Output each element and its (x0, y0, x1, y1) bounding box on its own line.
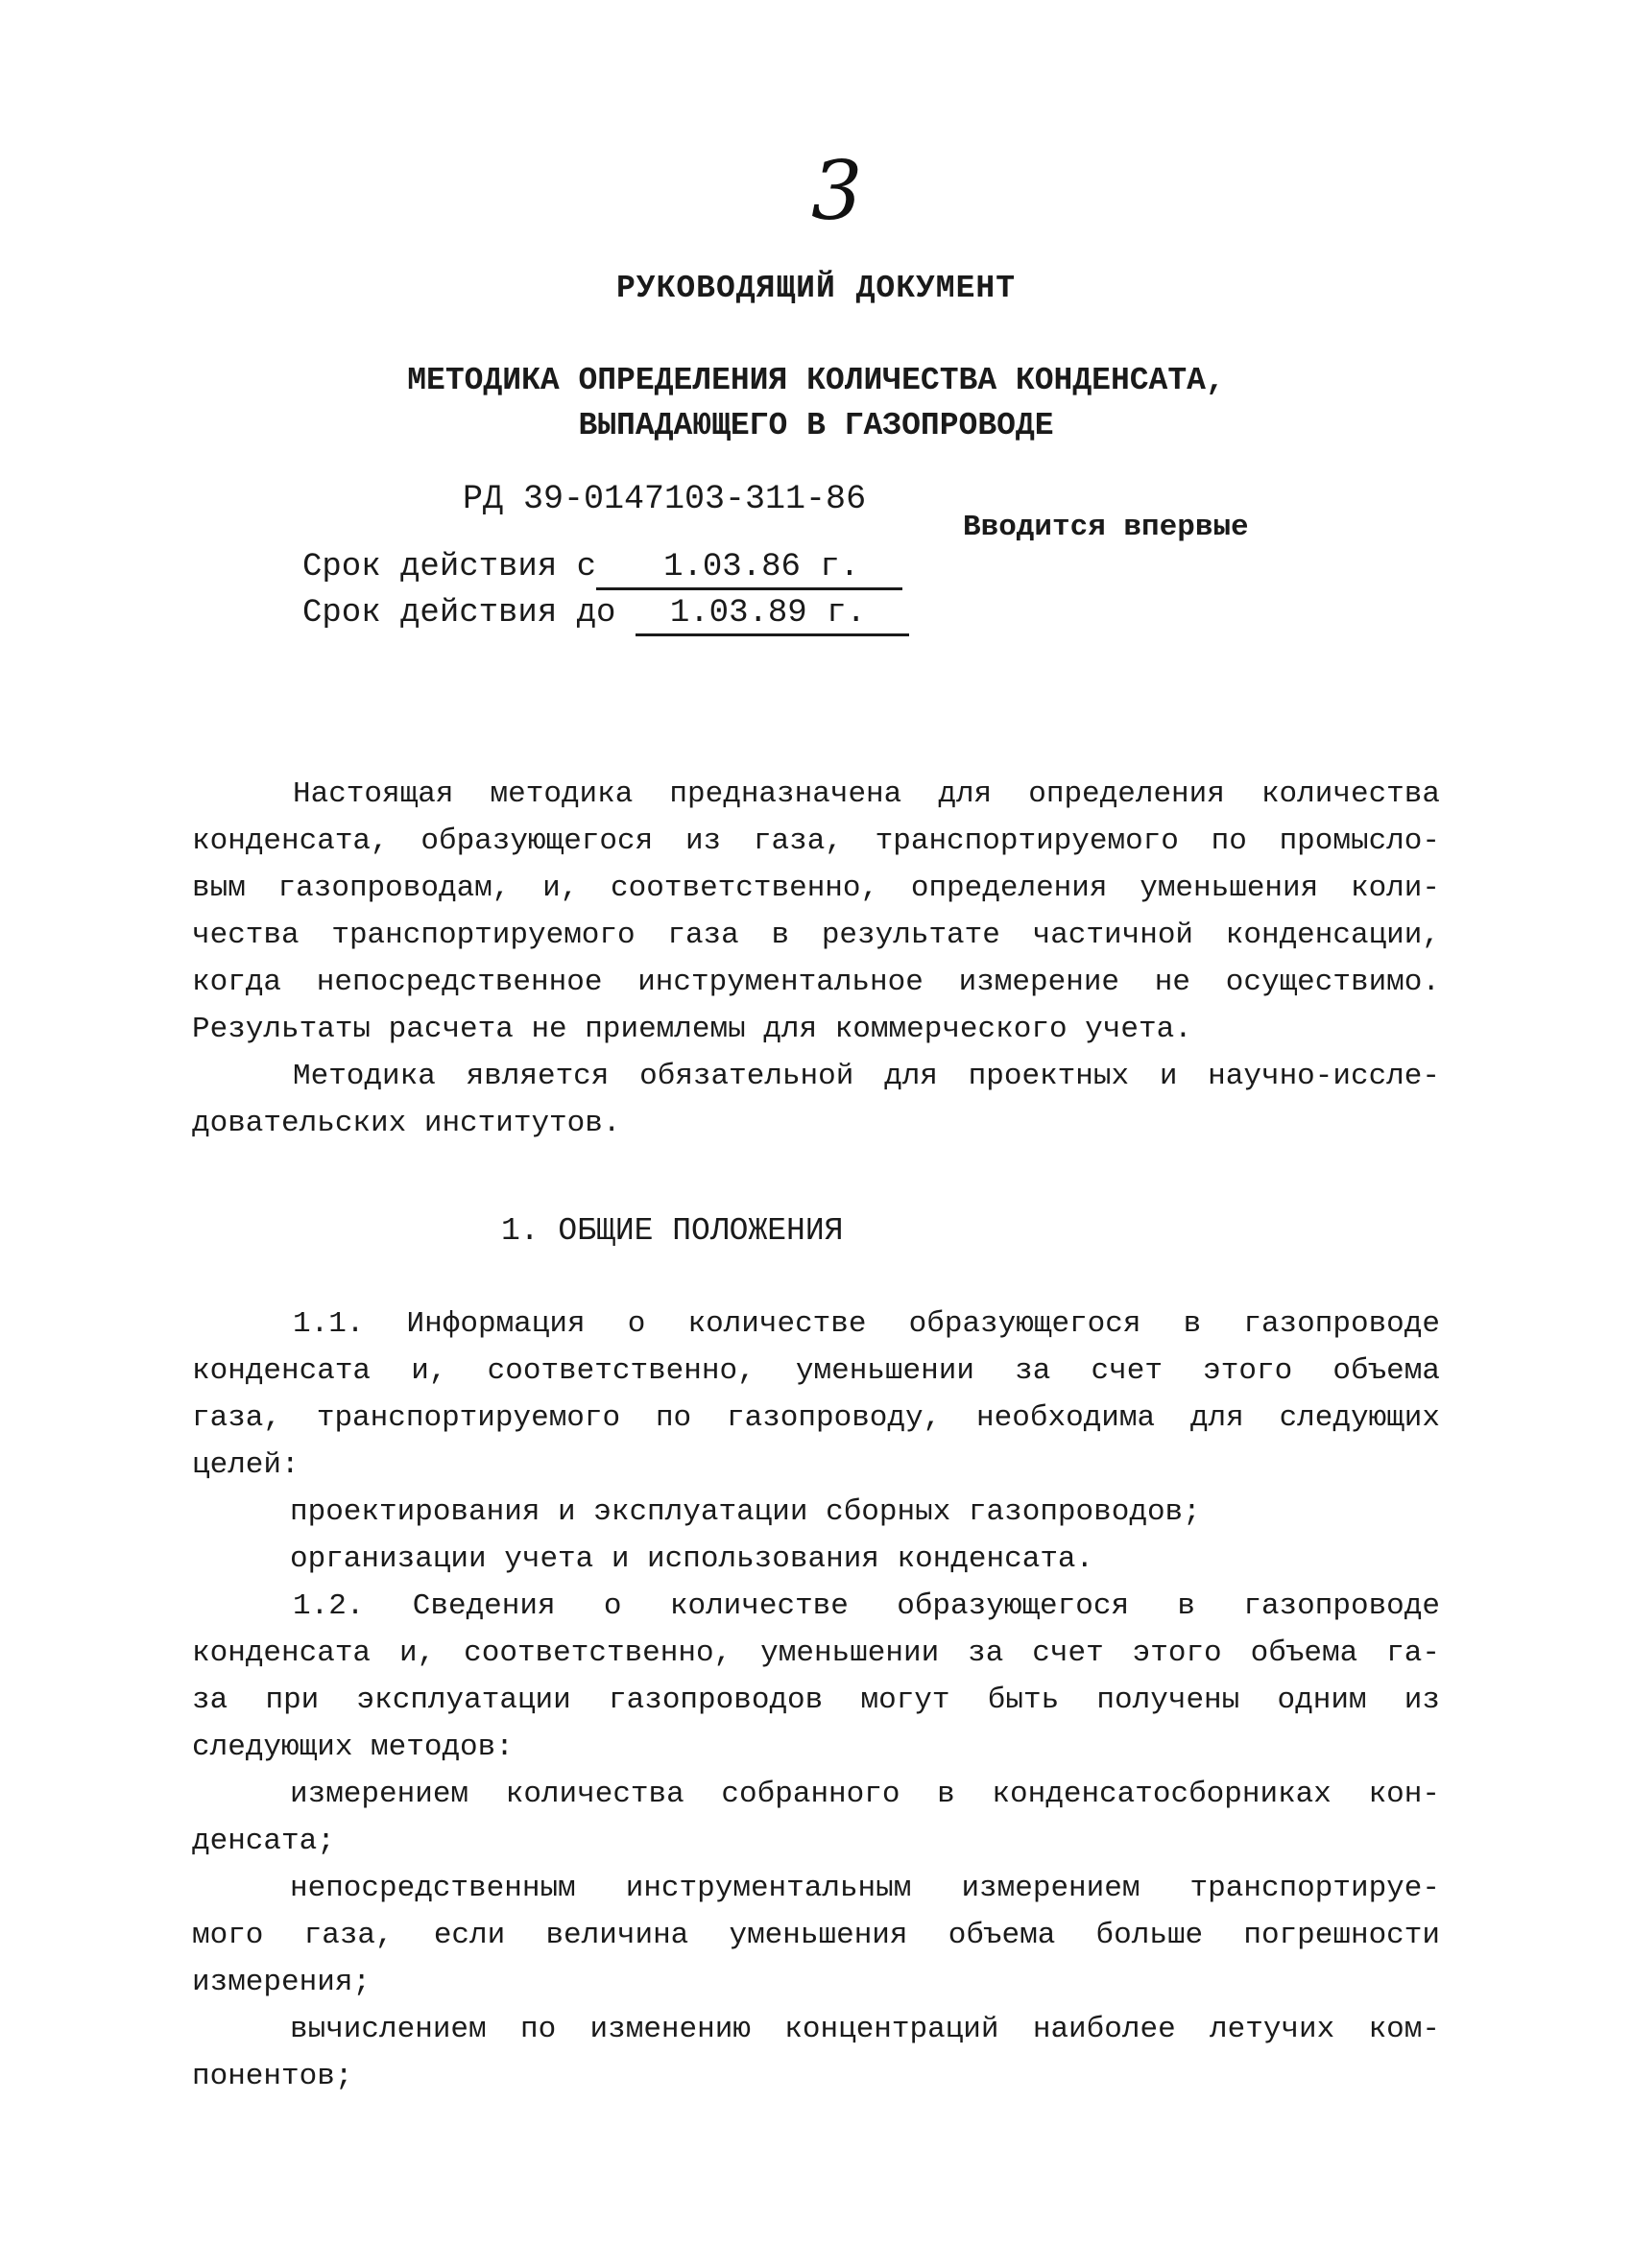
section-text (192, 1301, 1440, 2100)
text-line: Методика является обязательной для проектных и научно-иссле- (293, 1060, 1440, 1093)
text-line: Настоящая методика предназначена для определения количества (293, 777, 1440, 811)
intro-note: Вводится впервые (963, 511, 1249, 544)
text-line: целей: (192, 1448, 300, 1482)
document-title-line-2: ВЫПАДАЮЩЕГО В ГАЗОПРОВОДЕ (578, 408, 1054, 443)
text-line: довательских институтов. (192, 1107, 621, 1140)
text-line: конденсата и, соответственно, уменьшении за счет этого объема (192, 1354, 1440, 1388)
intro-text (192, 771, 1440, 1147)
validity-from (302, 549, 902, 590)
validity-from-value: 1.03.86 г. (629, 549, 902, 590)
text-line: непосредственным инструментальным измерением транспортируе- (290, 1872, 1440, 1905)
text-line: конденсата, образующегося из газа, транспортируемого по промысло- (192, 824, 1440, 858)
validity-to-value: 1.03.89 г. (636, 595, 909, 636)
text-line: мого газа, если величина уменьшения объема больше погрешности (192, 1919, 1440, 1952)
text-line: вым газопроводам, и, соответственно, определения уменьшения коли- (192, 871, 1440, 905)
text-line: вычислением по изменению концентраций наиболее летучих ком- (290, 2013, 1440, 2046)
text-line: следующих методов: (192, 1731, 514, 1764)
text-line: понентов; (192, 2060, 353, 2093)
text-line: проектирования и эксплуатации сборных газопроводов; (290, 1495, 1201, 1529)
text-line: газа, транспортируемого по газопроводу, необходима для следующих (192, 1401, 1440, 1435)
text-line: конденсата и, соответственно, уменьшении за счет этого объема га- (192, 1636, 1440, 1670)
text-line: организации учета и использования конденсата. (290, 1542, 1094, 1576)
text-line: Результаты расчета не приемлемы для коммерческого учета. (192, 1013, 1192, 1046)
text-line: денсата; (192, 1825, 335, 1858)
text-line: измерением количества собранного в конденсатосборниках кон- (290, 1778, 1440, 1811)
validity-to-label: Срок действия до (302, 595, 616, 632)
text-line: когда непосредственное инструментальное измерение не осуществимо. (192, 966, 1440, 999)
text-line: 1.2. Сведения о количестве образующегося в газопроводе (293, 1589, 1440, 1623)
text-line: чества транспортируемого газа в результате частичной конденсации, (192, 919, 1440, 952)
document-code: РД 39-0147103-311-86 (463, 480, 867, 518)
document-title-line-1: МЕТОДИКА ОПРЕДЕЛЕНИЯ КОЛИЧЕСТВА КОНДЕНСАТА, (407, 363, 1225, 398)
validity-to (302, 595, 909, 636)
document-type: РУКОВОДЯЩИЙ ДОКУМЕНТ (615, 271, 1017, 306)
text-line: 1.1. Информация о количестве образующегося в газопроводе (293, 1307, 1440, 1341)
text-line: измерения; (192, 1966, 372, 1999)
text-line: за при эксплуатации газопроводов могут быть получены одним из (192, 1683, 1440, 1717)
validity-from-label: Срок действия с (302, 549, 597, 585)
blank-underline (596, 561, 629, 590)
page-number: 3 (811, 144, 863, 238)
section-heading: 1. ОБЩИЕ ПОЛОЖЕНИЯ (501, 1213, 844, 1249)
